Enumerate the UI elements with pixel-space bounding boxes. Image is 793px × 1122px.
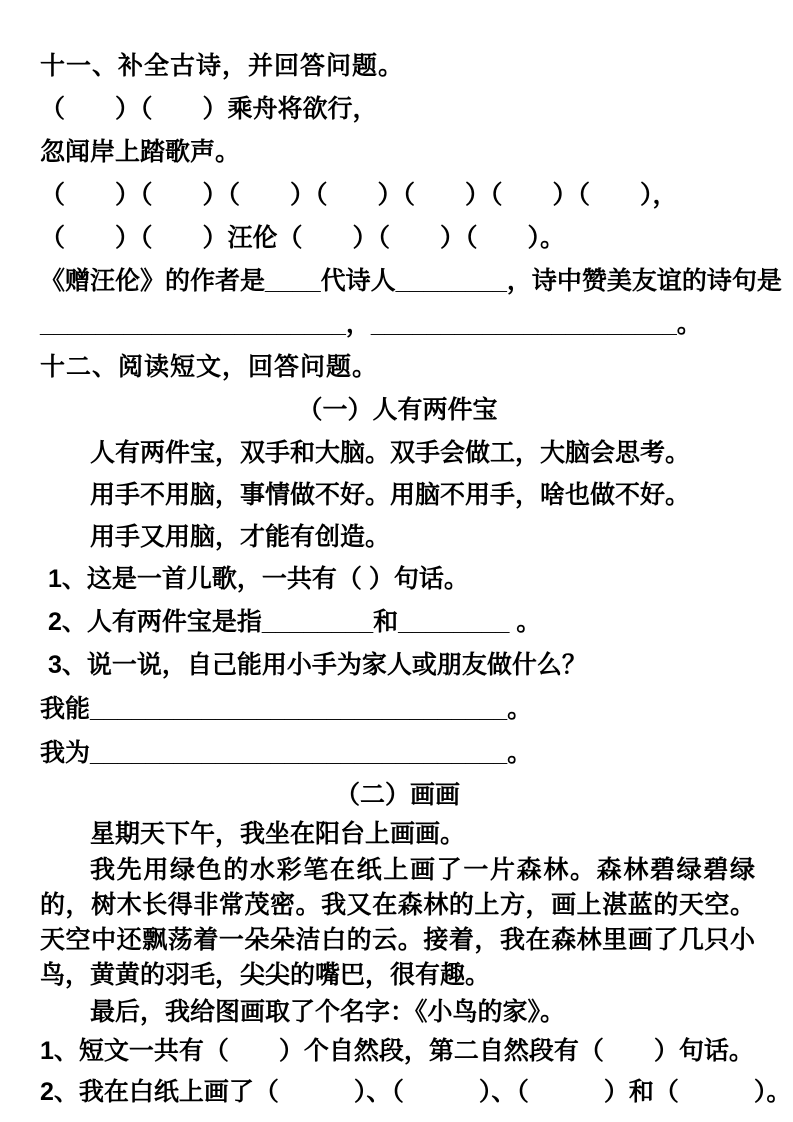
answer-prompt-i-can: 我能______________________________。 <box>40 695 533 723</box>
section-eleven-heading: 十一、补全古诗，并回答问题。 <box>40 52 405 80</box>
passage-one-title: （一）人有两件宝 <box>297 396 498 424</box>
poem-author-fill-question: 《赠汪伦》的作者是____代诗人________，诗中赞美友谊的诗句是 <box>40 267 782 295</box>
passage-one-question-3: 3、说一说，自己能用小手为家人或朋友做什么？ <box>48 651 587 679</box>
poem-blank-line-4: （ ）（ ）汪伦（ ）（ ）（ ）。 <box>40 224 566 252</box>
answer-prompt-i-for: 我为______________________________。 <box>40 739 533 767</box>
passage-two-paragraph-1: 星期天下午，我坐在阳台上画画。 <box>90 820 466 848</box>
section-twelve-heading: 十二、阅读短文，回答问题。 <box>40 353 379 381</box>
passage-one-body-line: 用手又用脑，才能有创造。 <box>90 523 391 551</box>
poem-blank-line-3: （ ）（ ）（ ）（ ）（ ）（ ）（ ）， <box>40 181 678 209</box>
poem-blank-line-1: （ ）（ ）乘舟将欲行， <box>40 95 378 123</box>
passage-one-question-1: 1、这是一首儿歌，一共有（ ）句话。 <box>48 565 469 593</box>
poem-line-2: 忽闻岸上踏歌声。 <box>40 138 241 166</box>
passage-one-question-2: 2、人有两件宝是指________和________ 。 <box>48 608 542 636</box>
passage-two-title: （二）画画 <box>334 781 460 809</box>
passage-one-body-line: 用手不用脑，事情做不好。用脑不用手，啥也做不好。 <box>90 481 691 509</box>
passage-two-question-1: 1、短文一共有（ ）个自然段，第二自然段有（ ）句话。 <box>40 1037 754 1065</box>
passage-two-paragraph-2: 我先用绿色的水彩笔在纸上画了一片森林。森林碧绿碧绿的，树木长得非常茂密。我又在森林的上方，画上湛蓝的天空。天空中还飘荡着一朵朵洁白的云。接着，我在森林里画了几只小鸟，黄黄的羽毛，尖尖的嘴巴，很有趣。 <box>40 856 755 989</box>
passage-two-question-2: 2、我在白纸上画了（ ）、（ ）、（ ）和（ ）。 <box>40 1078 792 1106</box>
poem-verse-fill-blanks: ______________________，______________________。 <box>40 310 702 338</box>
passage-one-body-line: 人有两件宝，双手和大脑。双手会做工，大脑会思考。 <box>90 439 691 467</box>
passage-two-paragraph-3: 最后，我给图画取了个名字：《小鸟的家》。 <box>90 998 566 1026</box>
